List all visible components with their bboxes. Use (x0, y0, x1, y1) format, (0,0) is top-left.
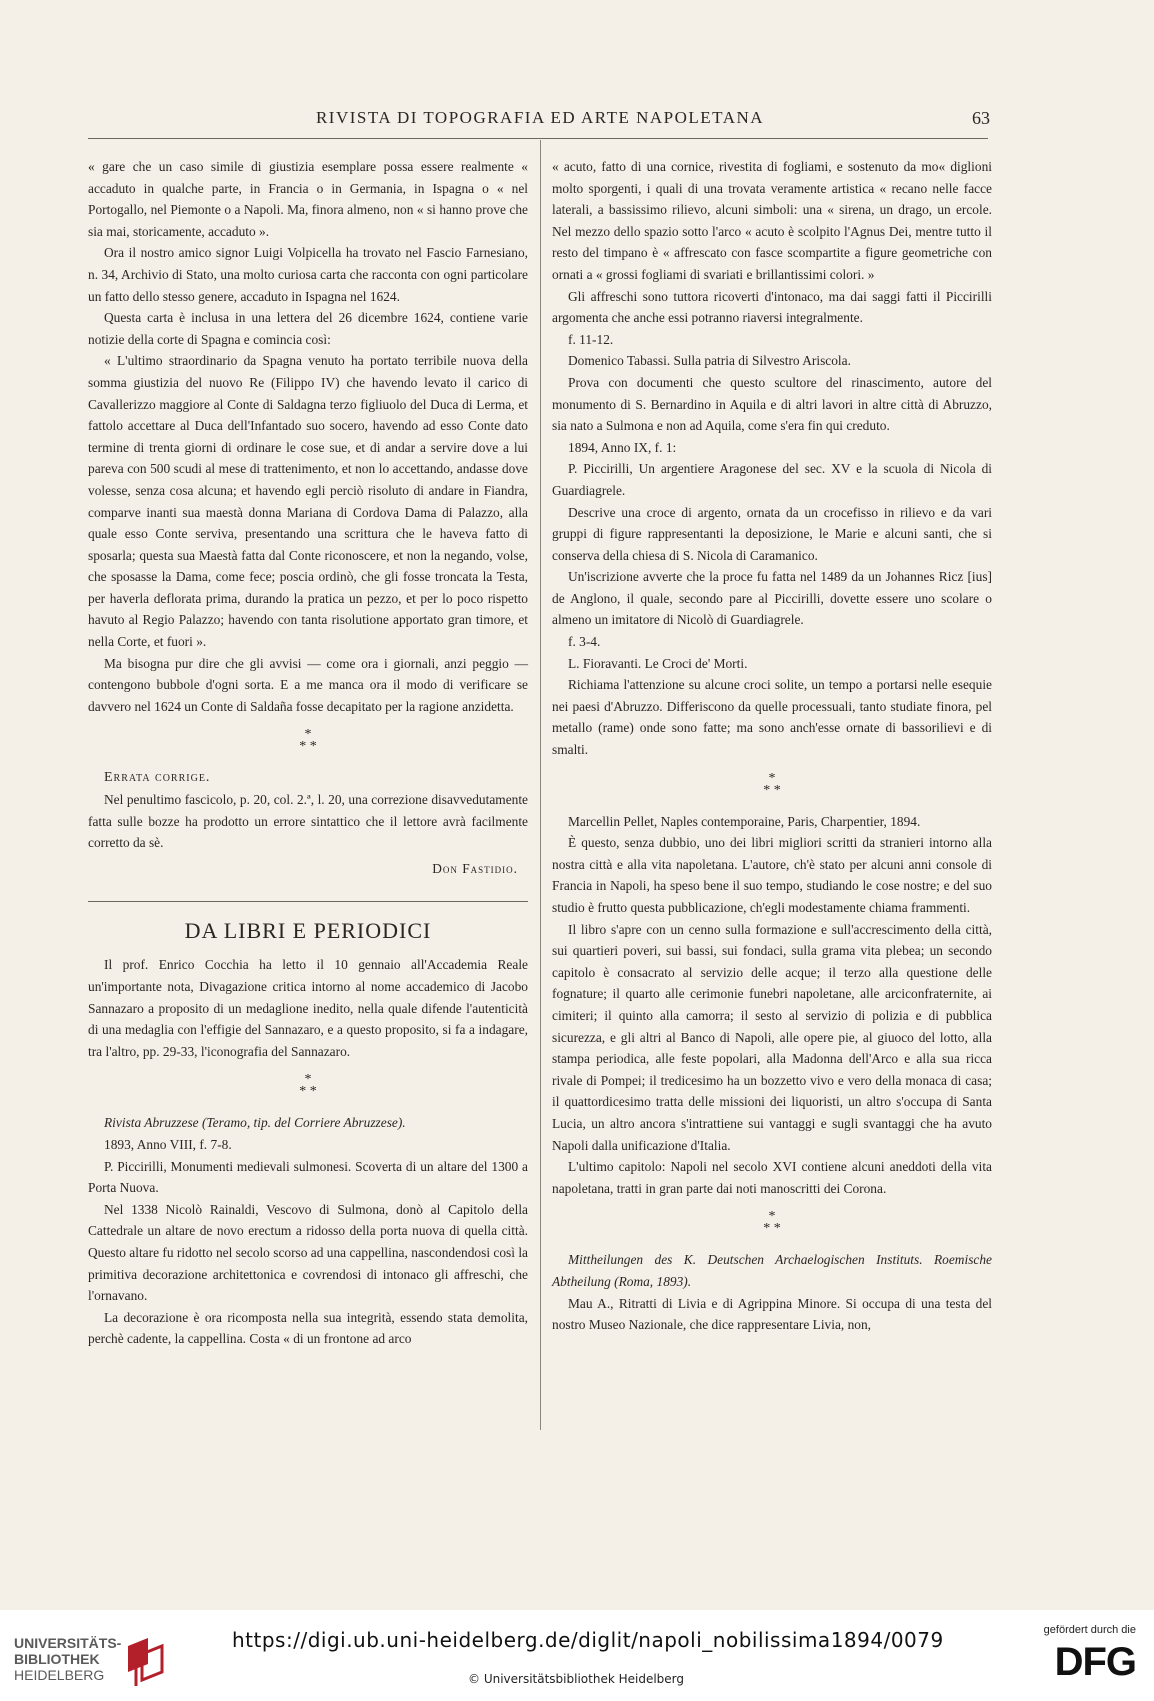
issue-line: f. 11-12. (568, 331, 614, 347)
right-column (552, 156, 992, 1336)
section-rule (88, 901, 528, 902)
library-name-line: UNIVERSITÄTS- (14, 1635, 122, 1651)
issue-line: f. 3-4. (568, 634, 601, 650)
paragraph: La decorazione è ora ricomposta nella sua integrità, essendo stata demolita, perchè cadente, la cappellina. Costa « di un frontone ad arco (88, 1309, 528, 1347)
page-number: 63 (972, 108, 990, 128)
article-citation: P. Piccirilli, Un argentiere Aragonese del sec. XV e la scuola di Nicola di Guardiagrele. (552, 461, 992, 498)
dfg-mark: DFG (1054, 1640, 1136, 1684)
paragraph: Prova con documenti che questo scultore del rinascimento, autore del monumento di S. Bernardino in Aquila e di altri lavori in altre città di Abruzzo, sia nato a Sulmona e non ad Aquila, come s'era fin qui creduto. (552, 374, 992, 434)
paragraph: « gare che un caso simile di giustizia esemplare possa essere realmente « accaduto in qualche parte, in Francia o in Germania, in Ispagna o « nel Portogallo, nel Piemonte o a Napoli. Ma, finora almeno, non « si hanno prove che sia mai, storicamente, accaduto ». (88, 159, 528, 239)
library-name-line: HEIDELBERG (14, 1667, 105, 1683)
periodical-title: Mittheilungen des K. Deutschen Archaelogischen Instituts. Roemische Abtheilung (Roma, 1893). (552, 1252, 992, 1289)
library-emblem-icon (118, 1632, 178, 1692)
left-column (88, 156, 528, 1350)
paragraph: Ora il nostro amico signor Luigi Volpicella ha trovato nel Fascio Farnesiano, n. 34, Archivio di Stato, una molto curiosa carta che racconta con ogni particolare un fatto dello stesso genere, accaduto in Ispagna nel 1624. (88, 245, 528, 304)
paragraph: Mau A., Ritratti di Livia e di Agrippina Minore. Si occupa di una testa del nostro Museo Nazionale, che dice rappresentare Livia, non, (552, 1295, 992, 1333)
paragraph: Ma bisogna pur dire che gli avvisi — come ora i giornali, anzi peggio — contengono bubbole d'ogni sorta. E a me manca ora il modo di verificare se davvero nel 1624 un Conte di Saldaña fosse decapitato per la ragione anzidetta. (88, 655, 528, 714)
book-citation: Marcellin Pellet, Naples contemporaine, Paris, Charpentier, 1894. (568, 813, 921, 829)
issue-line: 1894, Anno IX, f. 1: (568, 439, 677, 455)
library-logo[interactable] (14, 1632, 194, 1692)
paragraph: « acuto, fatto di una cornice, rivestita di fogliami, e sostenuto da mo« diglioni molto sporgenti, i quali di una trovata veramente artistica « recano nelle facce laterali, a bassissimo rilievo, alcuni simboli: una « sirena, un drago, un ercole. Nel mezzo dello spazio sotto l'arco « acuto è scolpito l'Agnus Dei, mentre tutto il resto del timpano è « affrescato con fasce scompartite a figure geometriche con ornati a « grossi fogliami di svariati e brillantissimi colori. » (552, 159, 992, 282)
asterism-separator: * * * (763, 770, 781, 798)
article-citation: Domenico Tabassi. Sulla patria di Silvestro Ariscola. (568, 353, 851, 369)
paragraph: Il prof. Enrico Cocchia ha letto il 10 gennaio all'Accademia Reale un'importante nota, Divagazione critica intorno al nome accademico di Jacobo Sannazaro a proposito di un medaglione inedito, nella quale difende l'autenticità di una medaglia con l'effigie del Sannazaro, e a questo proposito, si fa a indagare, tra l'altro, pp. 29-33, l'iconografia del Sannazaro. (88, 957, 528, 1059)
asterism-separator: * * * (299, 727, 317, 755)
column-divider (540, 140, 541, 1430)
paragraph: Il libro s'apre con un cenno sulla formazione e sull'accrescimento della città, sui quartieri poveri, sui bassi, sui fondaci, sulla grama vita plebea; un secondo capitolo è consacrato al servizio delle acque; il terzo alla questione delle fognature; il quarto alle cerimonie funebri napoletane, alle arciconfraternite, ai cimiteri; il quinto alla camorra; il sesto al servizio di polizia e di pubblica sicurezza, e gli altri al Banco di Napoli, alle opere pie, al giuoco del lotto, alla stampa periodica, alle feste popolari, alla Madonna dell'Arco e alla sua ricca rivale di Pompei; il tredicesimo ha un bozzetto vivo e vero della monaca di casa; il quattordicesimo tratta delle missioni dei liquoristi, un altro s'occupa di Santa Lucia, un altro ancora s'intrattiene sui vantaggi e sugli svantaggi che ha avuto Napoli dalla unificazione d'Italia. (552, 921, 992, 1153)
article-citation: L. Fioravanti. Le Croci de' Morti. (568, 655, 748, 671)
paragraph: Un'iscrizione avverte che la proce fu fatta nel 1489 da un Johannes Ricz [ius] de Anglono, il quale, secondo pare al Piccirilli, dovette essere uno scolare o almeno un imitatore di Nicolò di Guardiagrele. (552, 569, 992, 628)
dfg-caption: gefördert durch die (1043, 1624, 1136, 1636)
article-citation: P. Piccirilli, Monumenti medievali sulmonesi. Scoverta di un altare del 1300 a Porta Nuova. (88, 1158, 528, 1196)
journal-title: RIVISTA DI TOPOGRAFIA ED ARTE NAPOLETANA (315, 108, 765, 127)
paragraph: L'ultimo capitolo: Napoli nel secolo XVI contiene alcuni aneddoti della vita napoletana, tratti in gran parte dai noti manoscritti dei Corona. (552, 1159, 992, 1196)
running-head (90, 108, 990, 138)
section-title: DA LIBRI E PERIODICI (184, 918, 432, 944)
permalink[interactable]: https://digi.ub.uni-heidelberg.de/diglit/napoli_nobilissima1894/0079 (232, 1628, 944, 1652)
errata-heading: Errata corrige. (104, 770, 211, 786)
paragraph: Richiama l'attenzione su alcune croci solite, un tempo a portarsi nelle esequie nei paesi d'Abruzzo. Differiscono da quelle processuali, tanto studiate finora, pel metallo (rame) onde sono fatte; ma sono anch'esse ornate di bassorilievi e di smalti. (552, 677, 992, 758)
paragraph: Gli affreschi sono tuttora ricoverti d'intonaco, ma dai saggi fatti il Piccirilli argomenta che anche essi potranno riaversi integralmente. (552, 288, 992, 326)
quoted-letter: « L'ultimo straordinario da Spagna venuto ha portato terribile nuova della somma giustizia del nuovo Re (Filippo IV) che havendo levato il carico di Cavallerizzo maggiore al Conte di Saldagna terzo figliuolo del Duca di Lerma, et fattolo accettare al Duca dell'Infantado suo socero, havendo ad esso Conte dato termine di trenta giorni di ordinare le cose sue, et di andar a servire dove a lui pareva con 500 scudi al mese di trattenimento, et non lo accettando, andasse dove volesse, senza cosa alcuna; et havendo egli perciò risoluto di andare in Fiandra, comparve inanti sua maestà donna Mariana di Cordova Dama di Palazzo, alla quale esso Conte serviva, presentando una scrittura che le haveva fatto di sposarla; questa sua Maestà fatta dal Conte riconoscere, et non la negando, volse, che sposasse la Dama, come fece; poscia ordinò, che gli fosse troncata la Testa, per haverla deflorata prima, durando la pratica un pezzo, et per lo poco rispetto havuto al Regio Palazzo; havendo con tanta risolutione apportato gran timore, et nella Corte, et fuori ». (88, 353, 528, 650)
periodical-title: Rivista Abruzzese (Teramo, tip. del Corriere Abruzzese). (104, 1115, 406, 1131)
asterism-separator: * * * (763, 1209, 781, 1237)
library-name-line: BIBLIOTHEK (14, 1651, 100, 1667)
copyright: © Universitätsbibliothek Heidelberg (468, 1672, 685, 1686)
errata-text: Nel penultimo fascicolo, p. 20, col. 2.ª, l. 20, una correzione disavvedutamente fatta sulle bozze ha prodotto un errore sintattico che il lettore avrà facilmente corretto da sè. (88, 792, 528, 851)
dfg-logo[interactable] (1026, 1624, 1136, 1694)
issue-line: 1893, Anno VIII, f. 7-8. (104, 1136, 232, 1152)
signature: Don Fastidio. (432, 860, 518, 876)
asterism-separator: * * * (299, 1072, 317, 1100)
viewer-footer (0, 1610, 1154, 1701)
paragraph: Nel 1338 Nicolò Rainaldi, Vescovo di Sulmona, donò al Capitolo della Cattedrale un altare de novo erectum a ridosso della porta nuova di quella città. Questo altare fu ridotto nel secolo scorso ad una cappellina, nascondendosi così la primitiva decorazione architettonica e covrendosi di intonaco gli affreschi, che l'ornavano. (88, 1201, 528, 1304)
header-rule (88, 138, 988, 139)
paragraph: Questa carta è inclusa in una lettera del 26 dicembre 1624, contiene varie notizie della corte di Spagna e comincia così: (88, 310, 528, 347)
paragraph: Descrive una croce di argento, ornata da un crocefisso in rilievo e da vari gruppi di figure rappresentanti la deposizione, le Marie e alcuni santi, che si conserva della chiesa di S. Nicola di Caramanico. (552, 504, 992, 563)
paragraph: È questo, senza dubbio, uno dei libri migliori scritti da stranieri intorno alla nostra città e alla vita napoletana. L'autore, ch'è stato per alcuni anni console di Francia in Napoli, ha speso bene il suo tempo, studiando le cose nostre; e del suo studio è frutto questa pubblicazione, ch'egli modestamente chiama frammenti. (552, 835, 992, 915)
